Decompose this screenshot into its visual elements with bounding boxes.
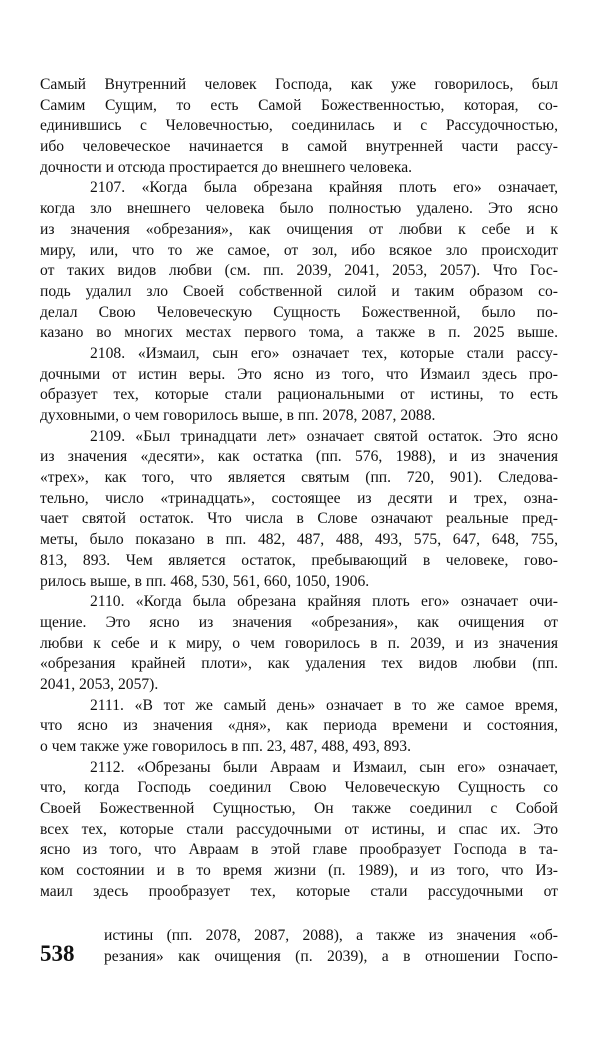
paragraph-2112-start: 2112. «Обрезаны были Авраам и Измаил, сын его» означает, xyxy=(90,758,558,776)
text-line: подь удалил зло Своей собственной силой и таким образом со- xyxy=(40,282,558,300)
text-line: меты, было показано в пп. 482, 487, 488, 493, 575, 647, 648, 755, xyxy=(40,531,558,549)
text-line: образует тех, которые стали рациональными от истины, то есть xyxy=(40,386,558,404)
paragraph-2111-start: 2111. «В тот же самый день» означает в то же самое время, xyxy=(90,696,558,714)
text-line: «обрезания крайней плоти», как удаления тех видов любви (пп. xyxy=(40,655,558,673)
body-text xyxy=(40,75,558,903)
text-line: резания» как очищения (п. 2039), а в отношении Госпо- xyxy=(104,947,558,965)
paragraph-2108-start: 2108. «Измаил, сын его» означает тех, которые стали рассу- xyxy=(90,344,558,362)
text-line: чает святой остаток. Что числа в Слове означают реальные пред- xyxy=(40,510,558,528)
text-line: маил здесь прообразует тех, которые стали рассудочными от xyxy=(40,882,558,900)
text-line: из значения «десяти», как остатка (пп. 576, 1988), и из значения xyxy=(40,448,558,466)
paragraph-2110-start: 2110. «Когда была обрезана крайняя плоть его» означает очи- xyxy=(90,593,558,611)
text-line: 2041, 2053, 2057). xyxy=(40,675,159,693)
text-line: единившись с Человечностью, соединилась и с Рассудочностью, xyxy=(40,117,558,135)
text-line: делал Свою Человеческую Сущность Божественной, было по- xyxy=(40,303,558,321)
text-line: «трех», как того, что является святым (пп. 720, 901). Следова- xyxy=(40,469,558,487)
text-line: любви к себе и к миру, о чем говорилось в п. 2039, и из значения xyxy=(40,634,558,652)
text-line: ком состоянии и в то время жизни (п. 1989), и из того, что Из- xyxy=(40,862,558,880)
text-line: щение. Это ясно из значения «обрезания», как очищения от xyxy=(40,613,558,631)
text-line: дочности и отсюда простирается до внешнего человека. xyxy=(40,158,413,176)
text-line: что ясно из значения «дня», как периода времени и состояния, xyxy=(40,717,558,735)
text-line: духовными, о чем говорилось выше, в пп. 2078, 2087, 2088. xyxy=(40,407,436,424)
text-line: Самый Внутренний человек Господа, как уже говорилось, был xyxy=(40,76,558,93)
text-line: ясно из того, что Авраам в этой главе прообразует Господа в та- xyxy=(40,841,558,859)
text-line: дочными от истин веры. Это ясно из того, что Измаил здесь про- xyxy=(40,365,558,383)
text-line: что, когда Господь соединил Свою Человеческую Сущность со xyxy=(40,779,558,797)
text-line: Самим Сущим, то есть Самой Божественностью, которая, со- xyxy=(40,96,558,114)
text-line: 813, 893. Чем является остаток, пребывающий в человеке, гово- xyxy=(40,551,558,569)
text-line: Своей Божественной Сущностью, Он также соединил с Собой xyxy=(40,800,558,818)
text-line: когда зло внешнего человека было полностью удалено. Это ясно xyxy=(40,200,558,218)
paragraph-2107-start: 2107. «Когда была обрезана крайняя плоть его» означает, xyxy=(90,179,558,197)
page-number: 538 xyxy=(40,941,75,966)
text-line: ибо человеческое начинается в самой внутренней части рассу- xyxy=(40,138,558,156)
text-line: тельно, число «тринадцать», состоящее из десяти и трех, озна- xyxy=(40,489,558,507)
text-line: казано во многих местах первого тома, а также в п. 2025 выше. xyxy=(40,324,558,342)
text-line: из значения «обрезания», как очищения от любви к себе и к xyxy=(40,220,558,238)
text-line: от таких видов любви (см. пп. 2039, 2041, 2053, 2057). Что Гос- xyxy=(40,262,558,280)
text-line: миру, или, что то же самое, от зол, ибо всякое зло происходит xyxy=(40,241,558,259)
text-line: рилось выше, в пп. 468, 530, 561, 660, 1050, 1906. xyxy=(40,572,370,590)
bottom-text xyxy=(104,926,558,967)
text-line: всех тех, которые стали рассудочными от истины, и спас их. Это xyxy=(40,820,558,838)
text-line: о чем также уже говорилось в пп. 23, 487, 488, 493, 893. xyxy=(40,738,411,755)
text-line: истины (пп. 2078, 2087, 2088), а также из значения «об- xyxy=(104,927,558,944)
paragraph-2109-start: 2109. «Был тринадцати лет» означает святой остаток. Это ясно xyxy=(90,427,558,445)
